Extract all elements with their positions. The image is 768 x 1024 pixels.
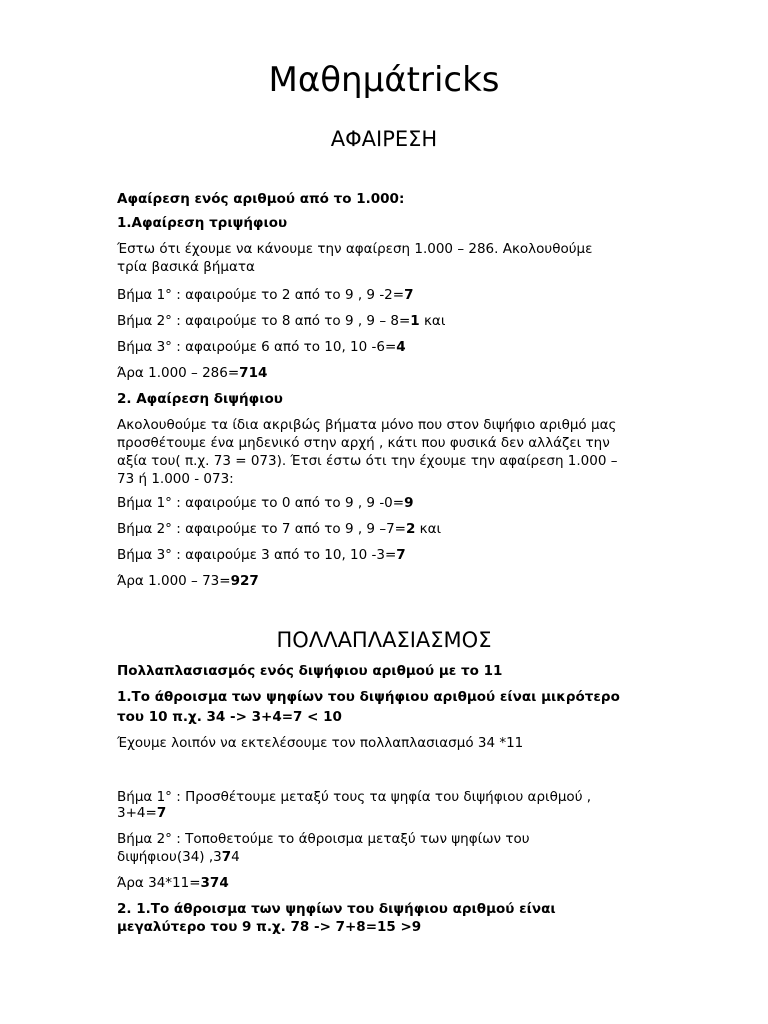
step-1-continued: 3+4=7: [117, 805, 167, 821]
step-3: Βήμα 3° : αφαιρούμε 3 από το 10, 10 -3=7: [117, 547, 406, 563]
paragraph-line: Ακολουθούμε τα ίδια ακριβώς βήματα μόνο που στον διψήφιο αριθμό μας: [117, 417, 617, 433]
step-2: Βήμα 2° : Τοποθετούμε το άθροισμα μεταξύ των ψηφίων του: [117, 831, 530, 847]
result: Άρα 34*11=374: [117, 875, 229, 891]
result: Άρα 1.000 – 286=714: [117, 365, 268, 381]
paragraph-line: Έστω ότι έχουμε να κάνουμε την αφαίρεση 1.000 – 286. Ακολουθούμε: [117, 241, 593, 257]
multiplication-intro: Πολλαπλασιασμός ενός διψήφιου αριθμού με το 11: [117, 663, 503, 679]
step-1: Βήμα 1° : Προσθέτουμε μεταξύ τους τα ψηφία του διψήφιου αριθμού ,: [117, 789, 592, 805]
paragraph-line: 73 ή 1.000 - 073:: [117, 471, 234, 487]
step-2-continued: διψήφιου(34) ,374: [117, 849, 240, 865]
subsection-two-digit: 2. Αφαίρεση διψήφιου: [117, 391, 283, 407]
result: Άρα 1.000 – 73=927: [117, 573, 259, 589]
step-2: Βήμα 2° : αφαιρούμε το 7 από το 9 , 9 –7=2 και: [117, 521, 442, 537]
step-1: Βήμα 1° : αφαιρούμε το 2 από το 9 , 9 -2=7: [117, 287, 414, 303]
paragraph-line: προσθέτουμε ένα μηδενικό στην αρχή , κάτι που φυσικά δεν αλλάζει την: [117, 435, 610, 451]
paragraph-line: αξία του( π.χ. 73 = 073). Έτσι έστω ότι την έχουμε την αφαίρεση 1.000 –: [117, 453, 618, 469]
subsection-heading: 2. 1.Το άθροισμα των ψηφίων του διψήφιου αριθμού είναι: [117, 901, 556, 917]
step-2: Βήμα 2° : αφαιρούμε το 8 από το 9 , 9 – 8=1 και: [117, 313, 446, 329]
section-heading-multiplication: ΠΟΛΛΑΠΛΑΣΙΑΣΜΟΣ: [276, 628, 492, 652]
section-heading-subtraction: ΑΦΑΙΡΕΣΗ: [330, 127, 438, 151]
paragraph-line: Έχουμε λοιπόν να εκτελέσουμε τον πολλαπλασιασμό 34 *11: [117, 735, 524, 751]
step-1: Βήμα 1° : αφαιρούμε το 0 από το 9 , 9 -0=9: [117, 495, 414, 511]
subsection-heading: μεγαλύτερο του 9 π.χ. 78 -> 7+8=15 >9: [117, 919, 422, 935]
subsection-three-digit: 1.Αφαίρεση τριψήφιου: [117, 215, 288, 231]
subsection-heading: του 10 π.χ. 34 -> 3+4=7 < 10: [117, 709, 342, 725]
subsection-heading: 1.Το άθροισμα των ψηφίων του διψήφιου αριθμού είναι μικρότερο: [117, 689, 620, 705]
paragraph-line: τρία βασικά βήματα: [117, 259, 255, 275]
document-title: Μαθημάtricks: [268, 60, 500, 100]
step-3: Βήμα 3° : αφαιρούμε 6 από το 10, 10 -6=4: [117, 339, 406, 355]
subtraction-intro: Αφαίρεση ενός αριθμού από το 1.000:: [117, 191, 405, 207]
